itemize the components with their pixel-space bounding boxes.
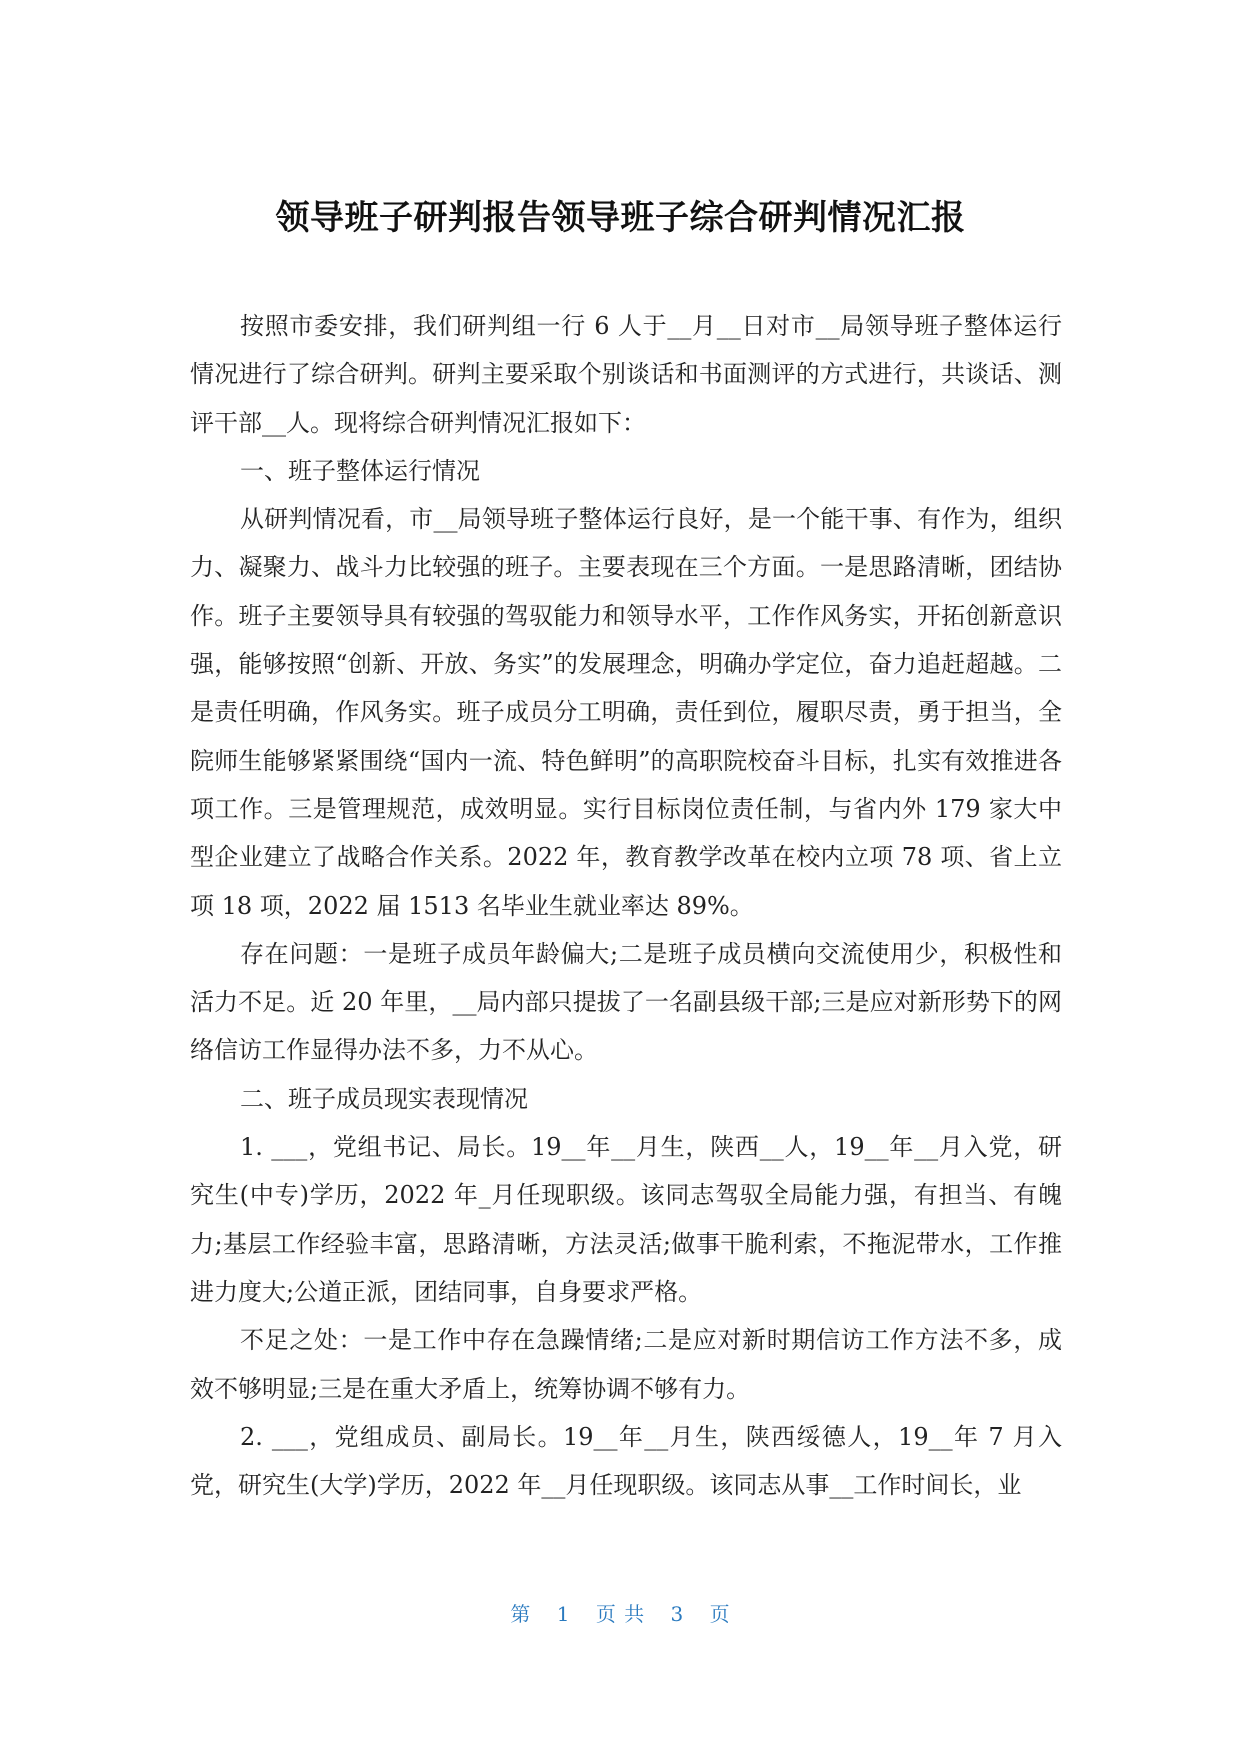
paragraph-overall: 从研判情况看，市__局领导班子整体运行良好，是一个能干事、有作为，组织力、凝聚力、战斗力比较强的班子。主要表现在三个方面。一是思路清晰，团结协作。班子主要领导具有较强的驾驭能力和领导水平，工作作风务实，开拓创新意识强，能够按照“创新、开放、务实”的发展理念，明确办学定位，奋力追赶超越。二是责任明确，作风务实。班子成员分工明确，责任到位，履职尽责，勇于担当，全院师生能够紧紧围绕“国内一流、特色鲜明”的高职院校奋斗目标，扎实有效推进各项工作。三是管理规范，成效明显。实行目标岗位责任制，与省内外 179 家大中型企业建立了战略合作关系。2022 年，教育教学改革在校内立项 78 项、省上立项 18 项，2022 届 1513 名毕业生就业率达 89%。	[190, 505, 1062, 920]
section-heading-2: 二、班子成员现实表现情况	[240, 1084, 528, 1113]
paragraph-member-2: 2. ___，党组成员、副局长。19__年__月生，陕西绥德人，19__年 7 月入党，研究生(大学)学历，2022 年__月任现职级。该同志从事__工作时间长，业	[190, 1422, 1062, 1500]
page-footer	[0, 1598, 1241, 1627]
paragraph-member-1: 1. ___，党组书记、局长。19__年__月生，陕西__人，19__年__月入党，研究生(中专)学历，2022 年_月任现职级。该同志驾驭全局能力强，有担当、有魄力;基层工作经验丰富，思路清晰，方法灵活;做事干脆利索，不拖泥带水，工作推进力度大;公道正派，团结同事，自身要求严格。	[190, 1133, 1062, 1306]
section-heading-1: 一、班子整体运行情况	[240, 456, 480, 485]
footer-current-page: 1	[556, 1602, 571, 1626]
footer-total-pages: 3	[670, 1602, 685, 1626]
footer-label-page: 第	[510, 1602, 532, 1626]
document-body	[190, 302, 1062, 1509]
document-title: 领导班子研判报告领导班子综合研判情况汇报	[275, 198, 966, 238]
paragraph-problems: 存在问题：一是班子成员年龄偏大;二是班子成员横向交流使用少，积极性和活力不足。近 20 年里，__局内部只提拔了一名副县级干部;三是应对新形势下的网络信访工作显得办法不多，力不从心。	[190, 939, 1062, 1065]
paragraph-shortcomings: 不足之处：一是工作中存在急躁情绪;二是应对新时期信访工作方法不多，成效不够明显;三是在重大矛盾上，统筹协调不够有力。	[190, 1326, 1062, 1403]
footer-label-end: 页	[709, 1602, 731, 1626]
paragraph-intro: 按照市委安排，我们研判组一行 6 人于__月__日对市__局领导班子整体运行情况进行了综合研判。研判主要采取个别谈话和书面测评的方式进行，共谈话、测评干部__人。现将综合研判情况汇报如下：	[190, 312, 1062, 437]
footer-label-of: 页 共	[595, 1602, 646, 1626]
